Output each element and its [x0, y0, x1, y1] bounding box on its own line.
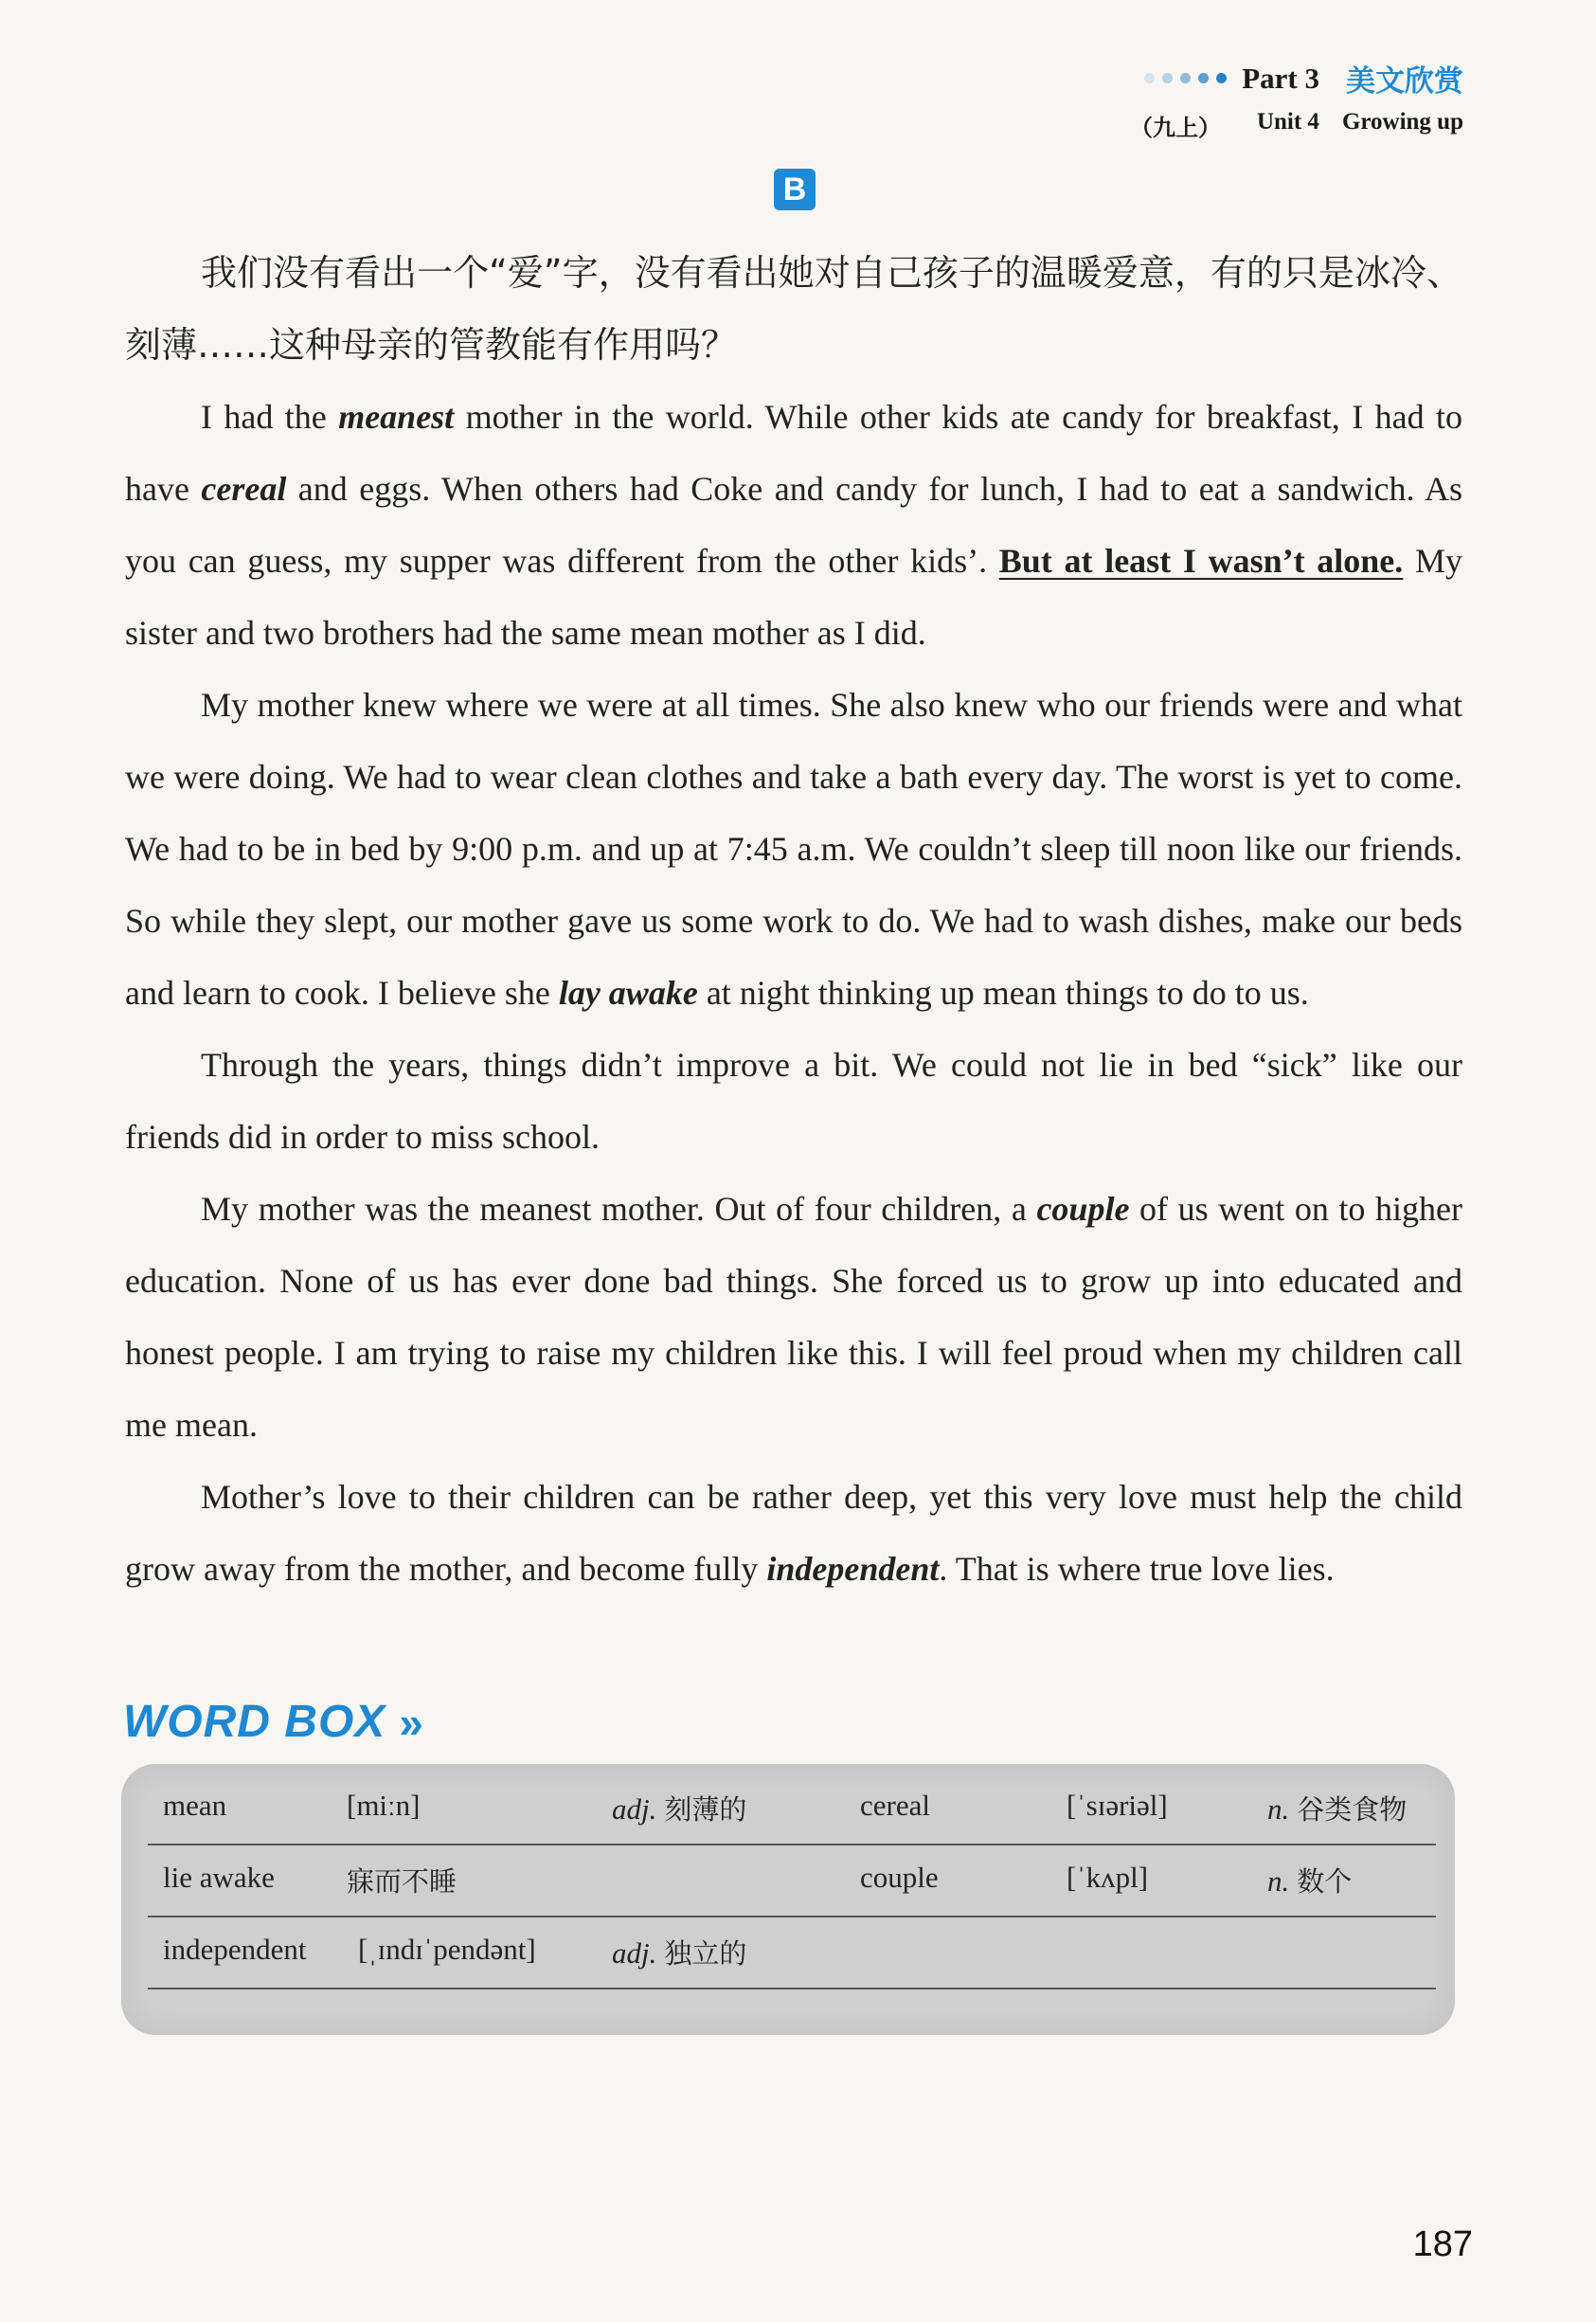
- paragraph-3: Through the years, things didn’t improve a bit. We could not lie in bed “sick” like our friends did in order to miss school.: [125, 1046, 1462, 1156]
- word-box-row: independent [ˌɪndɪˈpendənt] adj. 独立的: [148, 1917, 1436, 1989]
- keyword-lay-awake: lay awake: [558, 974, 698, 1012]
- keyword-cereal: cereal: [201, 470, 287, 508]
- unit-title: Growing up: [1341, 109, 1463, 135]
- word-box-row: lie awake 寐而不睡 couple [ˈkʌpl] n. 数个: [148, 1845, 1436, 1917]
- keyword-independent: independent: [766, 1550, 940, 1588]
- double-chevron-icon: »: [399, 1697, 424, 1747]
- keyword-meanest: meanest: [338, 398, 455, 436]
- grade-label: （九上）: [1129, 115, 1221, 141]
- part-label: Part 3: [1242, 61, 1319, 95]
- unit-label: Unit 4: [1256, 109, 1319, 135]
- page-number: 187: [1412, 2224, 1473, 2264]
- word-box: [121, 1764, 1455, 2035]
- section-badge: B: [774, 169, 816, 210]
- paragraph-1: I had the meanest mother in the world. While other kids ate candy for breakfast, I had to have cereal and eggs. When others had Coke and candy for lunch, I had to eat a sandwich. As you can guess, my supper was different from the other kids’. But at least I wasn’t alone. My sister and two brothers had the same mean mother as I did.: [125, 398, 1463, 652]
- intro-chinese: 我们没有看出一个“爱”字，没有看出她对自己孩子的温暖爱意，有的只是冰冷、刻薄……这种母亲的管教能有作用吗？: [125, 252, 1462, 366]
- paragraph-2: My mother knew where we were at all times. She also knew who our friends were and what we were doing. We had to wear clean clothes and take a bath every day. The worst is yet to come. We had to be in bed by 9:00 p.m. and up at 7:45 a.m. We couldn’t sleep till noon like our friends. So while they slept, our mother gave us some work to do. We had to wash dishes, make our beds and learn to cook. I believe she lay awake at night thinking up mean things to do to us.: [125, 686, 1462, 1012]
- article-body: [125, 237, 1462, 1605]
- word-box-row: mean [miːn] adj. 刻薄的 cereal [ˈsɪəriəl] n. 谷类食物: [148, 1773, 1436, 1845]
- page-header: [1130, 57, 1463, 142]
- word-box-title: WORD BOX »: [123, 1697, 424, 1747]
- paragraph-5: Mother’s love to their children can be rather deep, yet this very love must help the child grow away from the mother, and become fully independent. That is where true love lies.: [125, 1478, 1462, 1588]
- paragraph-4: My mother was the meanest mother. Out of four children, a couple of us went on to higher education. None of us has ever done bad things. She forced us to grow up into educated and honest people. I am trying to raise my children like this. I will feel proud when my children call me mean.: [125, 1190, 1462, 1444]
- underlined-sentence: But at least I wasn’t alone.: [998, 542, 1404, 580]
- dots-decoration: [1144, 73, 1227, 83]
- keyword-couple: couple: [1036, 1190, 1130, 1228]
- section-title: 美文欣赏: [1346, 64, 1463, 99]
